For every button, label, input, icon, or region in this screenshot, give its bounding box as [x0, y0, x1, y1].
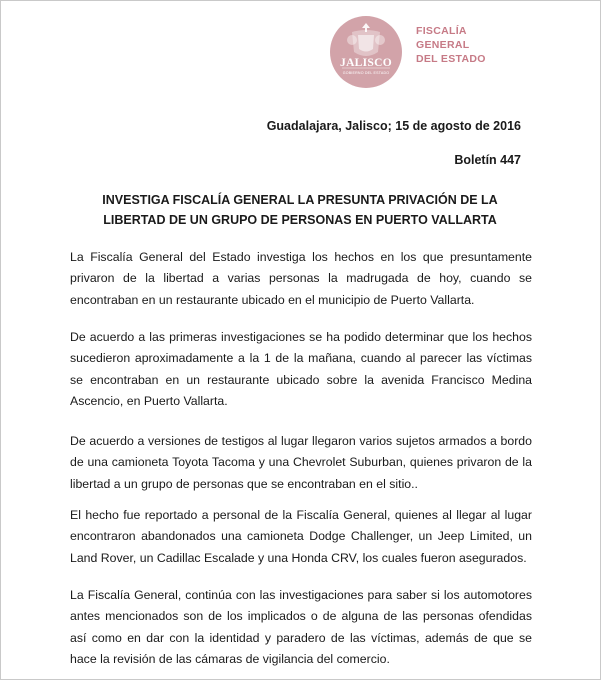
press-release-headline: INVESTIGA FISCALÍA GENERAL LA PRESUNTA PRIVACIÓN DE LA LIBERTAD DE UN GRUPO DE PERSONAS EN PUERTO VALLARTA	[102, 193, 498, 227]
body-paragraph: La Fiscalía General, continúa con las investigaciones para saber si los automotores antes mencionados son de los implicados o de alguna de las personas ofendidas así como en dar con la identidad y paradero de las víctimas, además de que se hace la revisión de las cámaras de vigilancia del comercio.	[70, 588, 532, 667]
coat-of-arms-icon	[330, 16, 402, 88]
letterhead	[330, 16, 590, 86]
agency-line: DEL ESTADO	[416, 53, 486, 65]
dateline: Guadalajara, Jalisco; 15 de agosto de 2016	[266, 119, 521, 133]
agency-line: FISCALÍA	[416, 25, 467, 37]
body-paragraph: El hecho fue reportado a personal de la Fiscalía General, quienes al llegar al lugar encontraron abandonados una camioneta Dodge Challenger, un Jeep Limited, un Land Rover, un Cadillac Escalade y una Honda CRV, los cuales fueron asegurados.	[70, 508, 532, 565]
seal-subtext: GOBIERNO DEL ESTADO	[342, 71, 390, 75]
agency-line: GENERAL	[416, 39, 470, 51]
body-paragraph: La Fiscalía General del Estado investiga los hechos en los que presuntamente privaron de la libertad a varias personas la madrugada de hoy, cuando se encontraban en un restaurante ubicado en el municipio de Puerto Vallarta.	[70, 250, 532, 307]
jalisco-seal-logo	[330, 16, 402, 88]
body-paragraph: De acuerdo a las primeras investigaciones se ha podido determinar que los hechos sucedieron aproximadamente a la 1 de la mañana, cuando al parecer las víctimas se encontraban en un restaurante ubicado sobre la avenida Francisco Medina Ascencio, en Puerto Vallarta.	[70, 330, 532, 409]
seal-wordmark: JALISCO	[340, 57, 392, 69]
agency-name	[416, 24, 486, 66]
body-paragraph: De acuerdo a versiones de testigos al lugar llegaron varios sujetos armados a bordo de una camioneta Toyota Tacoma y una Chevrolet Suburban, quienes privaron de la libertad a un grupo de personas que se encontraban en el sitio..	[70, 434, 532, 491]
bulletin-number: Boletín 447	[454, 153, 521, 167]
